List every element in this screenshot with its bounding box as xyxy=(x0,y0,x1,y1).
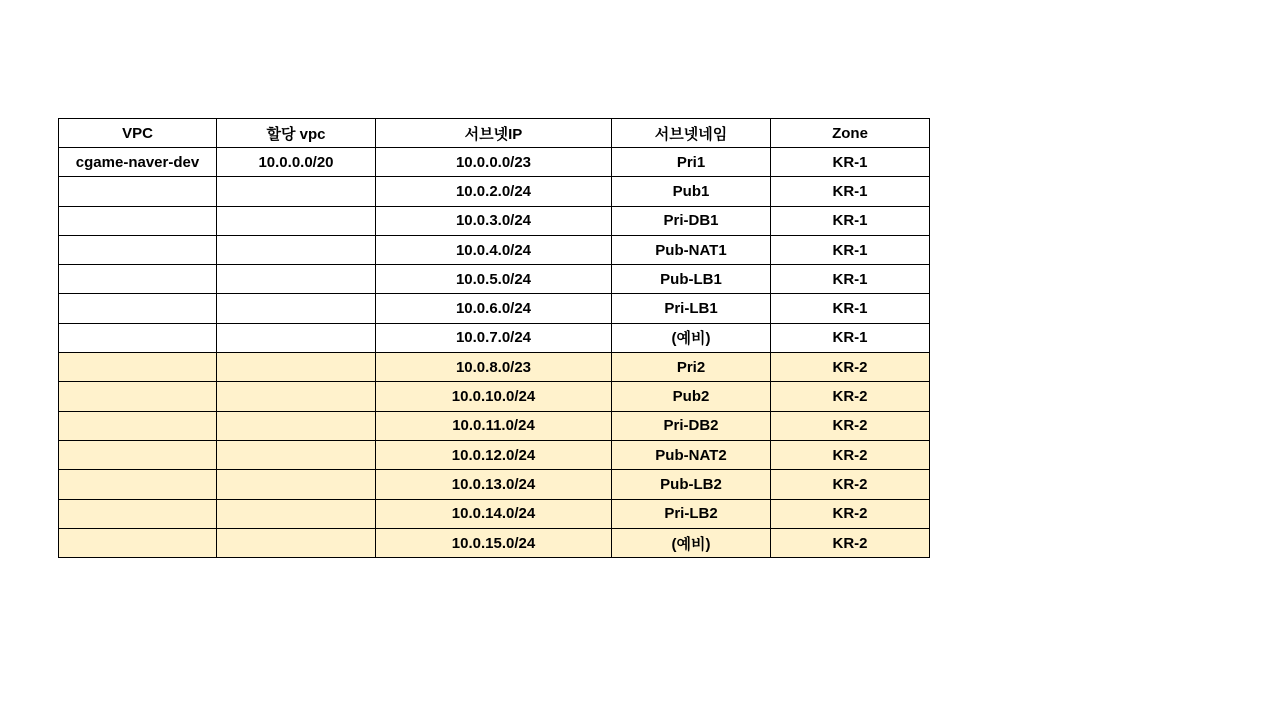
cell-vpc xyxy=(59,206,217,235)
cell-subnet-name: Pub-NAT1 xyxy=(612,235,771,264)
cell-subnet-name: Pri-LB2 xyxy=(612,499,771,528)
cell-subnet-name: Pub2 xyxy=(612,382,771,411)
cell-vpc xyxy=(59,235,217,264)
cell-subnet-ip: 10.0.5.0/24 xyxy=(376,265,612,294)
header-vpc: VPC xyxy=(59,119,217,148)
cell-allocated-vpc xyxy=(217,499,376,528)
table-row xyxy=(59,528,930,557)
cell-subnet-name: Pri2 xyxy=(612,353,771,382)
cell-zone: KR-2 xyxy=(771,470,930,499)
subnet-table xyxy=(58,118,930,558)
cell-zone: KR-2 xyxy=(771,411,930,440)
cell-allocated-vpc xyxy=(217,528,376,557)
cell-subnet-ip: 10.0.7.0/24 xyxy=(376,323,612,352)
cell-vpc xyxy=(59,382,217,411)
cell-vpc xyxy=(59,177,217,206)
cell-subnet-ip: 10.0.12.0/24 xyxy=(376,440,612,469)
cell-subnet-ip: 10.0.11.0/24 xyxy=(376,411,612,440)
header-row xyxy=(59,119,930,148)
cell-vpc xyxy=(59,353,217,382)
cell-subnet-ip: 10.0.0.0/23 xyxy=(376,148,612,177)
header-zone: Zone xyxy=(771,119,930,148)
cell-allocated-vpc xyxy=(217,206,376,235)
cell-vpc xyxy=(59,323,217,352)
cell-subnet-ip: 10.0.8.0/23 xyxy=(376,353,612,382)
table-row xyxy=(59,323,930,352)
cell-zone: KR-1 xyxy=(771,177,930,206)
cell-vpc xyxy=(59,470,217,499)
cell-allocated-vpc xyxy=(217,177,376,206)
cell-subnet-ip: 10.0.3.0/24 xyxy=(376,206,612,235)
table-row xyxy=(59,470,930,499)
table-row xyxy=(59,294,930,323)
cell-vpc xyxy=(59,440,217,469)
cell-vpc xyxy=(59,499,217,528)
table-row xyxy=(59,235,930,264)
table-row xyxy=(59,353,930,382)
cell-zone: KR-1 xyxy=(771,265,930,294)
cell-subnet-ip: 10.0.14.0/24 xyxy=(376,499,612,528)
cell-zone: KR-2 xyxy=(771,528,930,557)
cell-subnet-name: Pub1 xyxy=(612,177,771,206)
cell-zone: KR-2 xyxy=(771,440,930,469)
cell-allocated-vpc xyxy=(217,265,376,294)
cell-allocated-vpc xyxy=(217,470,376,499)
cell-subnet-name: (예비) xyxy=(612,323,771,352)
cell-subnet-name: Pri-DB2 xyxy=(612,411,771,440)
cell-subnet-ip: 10.0.10.0/24 xyxy=(376,382,612,411)
table-body xyxy=(59,148,930,558)
table-row xyxy=(59,499,930,528)
cell-zone: KR-1 xyxy=(771,323,930,352)
cell-subnet-ip: 10.0.2.0/24 xyxy=(376,177,612,206)
cell-allocated-vpc: 10.0.0.0/20 xyxy=(217,148,376,177)
cell-allocated-vpc xyxy=(217,323,376,352)
cell-allocated-vpc xyxy=(217,294,376,323)
cell-subnet-name: Pub-NAT2 xyxy=(612,440,771,469)
cell-allocated-vpc xyxy=(217,440,376,469)
cell-vpc xyxy=(59,528,217,557)
cell-subnet-name: Pub-LB1 xyxy=(612,265,771,294)
header-allocated-vpc: 할당 vpc xyxy=(217,119,376,148)
header-subnet-ip: 서브넷IP xyxy=(376,119,612,148)
cell-subnet-name: (예비) xyxy=(612,528,771,557)
cell-vpc xyxy=(59,265,217,294)
cell-subnet-name: Pri1 xyxy=(612,148,771,177)
cell-subnet-name: Pri-LB1 xyxy=(612,294,771,323)
cell-subnet-name: Pub-LB2 xyxy=(612,470,771,499)
table-row xyxy=(59,265,930,294)
cell-vpc xyxy=(59,411,217,440)
table-row xyxy=(59,440,930,469)
cell-vpc xyxy=(59,294,217,323)
cell-subnet-ip: 10.0.13.0/24 xyxy=(376,470,612,499)
header-subnet-name: 서브넷네임 xyxy=(612,119,771,148)
cell-zone: KR-1 xyxy=(771,206,930,235)
cell-zone: KR-2 xyxy=(771,382,930,411)
table-row xyxy=(59,382,930,411)
table-row xyxy=(59,411,930,440)
cell-subnet-ip: 10.0.15.0/24 xyxy=(376,528,612,557)
cell-subnet-name: Pri-DB1 xyxy=(612,206,771,235)
cell-allocated-vpc xyxy=(217,235,376,264)
table-row xyxy=(59,177,930,206)
cell-zone: KR-2 xyxy=(771,499,930,528)
table-row xyxy=(59,206,930,235)
cell-allocated-vpc xyxy=(217,411,376,440)
cell-zone: KR-1 xyxy=(771,148,930,177)
cell-subnet-ip: 10.0.6.0/24 xyxy=(376,294,612,323)
cell-allocated-vpc xyxy=(217,353,376,382)
cell-allocated-vpc xyxy=(217,382,376,411)
cell-zone: KR-1 xyxy=(771,294,930,323)
cell-zone: KR-2 xyxy=(771,353,930,382)
cell-subnet-ip: 10.0.4.0/24 xyxy=(376,235,612,264)
table-row xyxy=(59,148,930,177)
cell-zone: KR-1 xyxy=(771,235,930,264)
cell-vpc: cgame-naver-dev xyxy=(59,148,217,177)
